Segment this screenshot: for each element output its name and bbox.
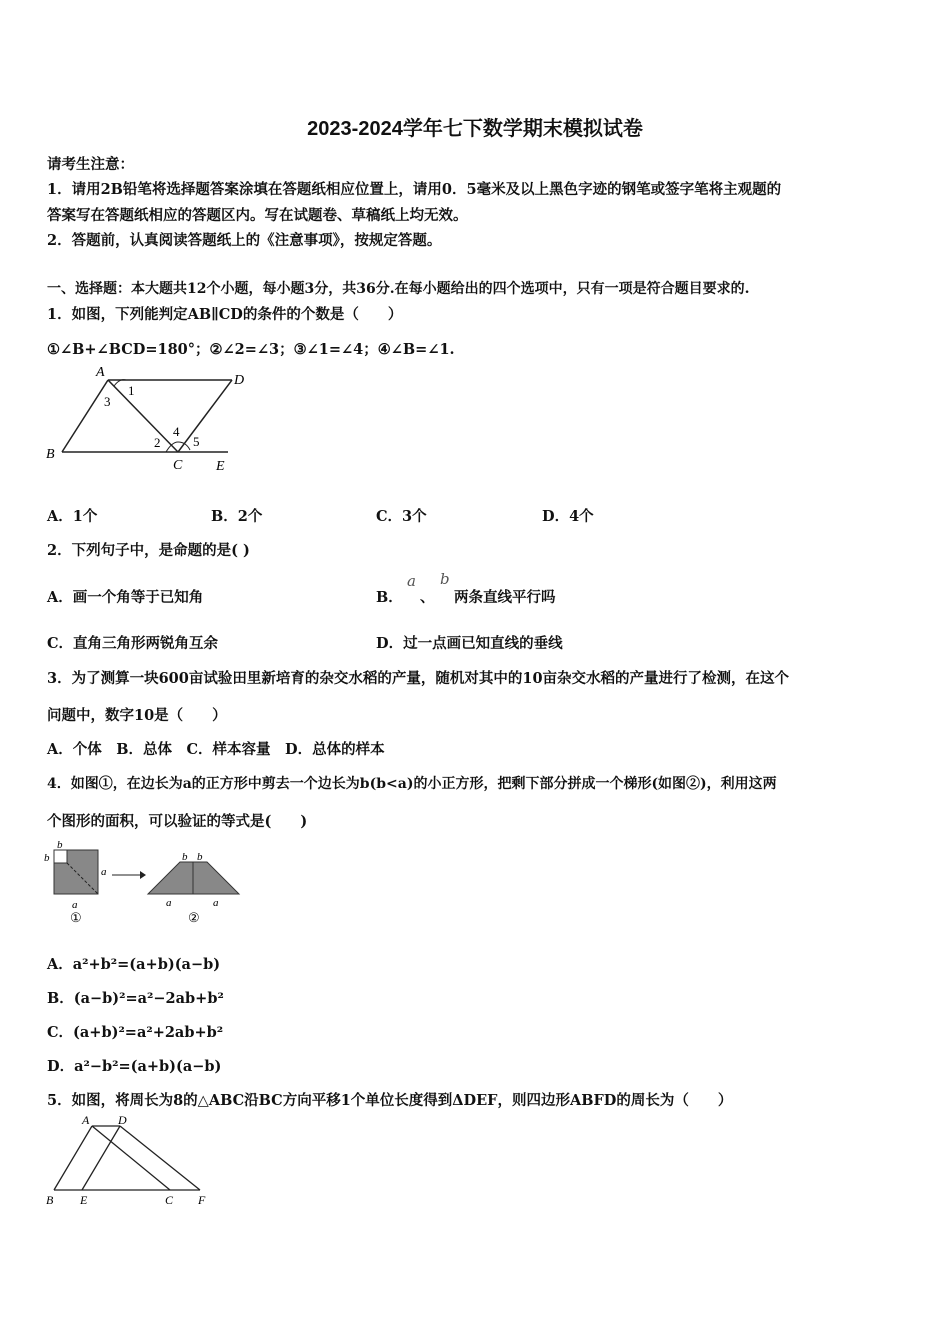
q1-figure bbox=[40, 362, 260, 477]
q4-line-2: 个图形的面积，可以验证的等式是( ) bbox=[47, 813, 308, 830]
q3-line-1: 3．为了测算一块600亩试验田里新培育的杂交水稻的产量，随机对其中的10亩杂交水稻的产量进行了检测，在这个 bbox=[47, 670, 790, 687]
notice-line-2: 2．答题前，认真阅读答题纸上的《注意事项》，按规定答题。 bbox=[47, 232, 442, 249]
q2-option-a: A．画一个角等于已知角 bbox=[47, 589, 204, 606]
q1-option-c: C．3个 bbox=[376, 508, 427, 525]
fig1-caption: ① bbox=[70, 910, 82, 925]
section-heading: 一、选择题：本大题共12个小题，每小题3分，共36分.在每小题给出的四个选项中，只有一项是符合题目要求的. bbox=[47, 281, 750, 297]
angle-4: 4 bbox=[173, 424, 180, 439]
q1-option-d: D．4个 bbox=[542, 508, 594, 525]
angle-5: 5 bbox=[193, 434, 200, 449]
angle-1: 1 bbox=[128, 383, 135, 398]
q1-option-a: A．1个 bbox=[47, 508, 98, 525]
label-C: C bbox=[173, 458, 183, 473]
q2-stem: 2．下列句子中，是命题的是( ) bbox=[47, 542, 250, 559]
q4-option-d: D．a²−b²=(a+b)(a−b) bbox=[47, 1058, 222, 1075]
fig1-label-a-bottom: a bbox=[72, 899, 78, 911]
page-title: 2023-2024学年七下数学期末模拟试卷 bbox=[307, 118, 643, 140]
fig1-label-b-top: b bbox=[57, 839, 63, 851]
notice-line-1b: 答案写在答题纸相应的答题区内。写在试题卷、草稿纸上均无效。 bbox=[47, 207, 468, 224]
angle-2: 2 bbox=[154, 435, 161, 450]
fig2-caption: ② bbox=[188, 910, 200, 925]
q4-figure bbox=[40, 838, 250, 928]
arrow-icon bbox=[140, 871, 146, 879]
fig1-label-b-left: b bbox=[44, 852, 50, 864]
q4-option-a: A．a²+b²=(a+b)(a−b) bbox=[47, 956, 221, 973]
label-D: D bbox=[234, 373, 245, 388]
label-A: A bbox=[96, 365, 105, 380]
angle-3: 3 bbox=[104, 394, 111, 409]
q4-option-b: B．(a−b)²=a²−2ab+b² bbox=[47, 990, 224, 1007]
label-E: E bbox=[216, 459, 225, 474]
q2-option-d: D．过一点画已知直线的垂线 bbox=[376, 635, 563, 652]
q5-figure bbox=[40, 1112, 230, 1212]
q2-option-b-prefix: B． bbox=[376, 589, 403, 606]
q5-label-E: E bbox=[80, 1193, 88, 1207]
q5-label-A: A bbox=[82, 1113, 90, 1127]
q5-label-F: F bbox=[198, 1193, 206, 1207]
q3-options: A．个体 B．总体 C．样本容量 D．总体的样本 bbox=[47, 741, 385, 758]
q4-line-1: 4．如图①，在边长为a的正方形中剪去一个边长为b(b<a)的小正方形，把剩下部分拼成一个梯形(如图②)，利用这两 bbox=[47, 776, 777, 792]
q2-option-b-b: b bbox=[440, 570, 450, 588]
fig2-label-b-1: b bbox=[182, 851, 188, 863]
q2-option-b-suffix: 两条直线平行吗 bbox=[454, 589, 556, 606]
q2-option-c: C．直角三角形两锐角互余 bbox=[47, 635, 219, 652]
fig2-label-a-2: a bbox=[213, 897, 219, 909]
q1-option-b: B．2个 bbox=[211, 508, 263, 525]
q5-label-C: C bbox=[165, 1193, 174, 1207]
q5-label-D: D bbox=[118, 1113, 127, 1127]
notice-line-1a: 1．请用2B铅笔将选择题答案涂填在答题纸相应位置上，请用0．5毫米及以上黑色字迹的钢笔或签字笔将主观题的 bbox=[47, 181, 782, 198]
q2-option-b-a: a bbox=[407, 572, 416, 590]
label-B: B bbox=[46, 447, 55, 462]
notice-heading: 请考生注意： bbox=[47, 156, 134, 173]
fig2-label-a-1: a bbox=[166, 897, 172, 909]
q3-line-2: 问题中，数字10是（ ） bbox=[47, 707, 227, 724]
q5-label-B: B bbox=[46, 1193, 54, 1207]
q1-stem: 1．如图，下列能判定AB∥CD的条件的个数是（ ） bbox=[47, 306, 403, 323]
q2-option-b-sep: 、 bbox=[420, 589, 435, 606]
q4-option-c: C．(a+b)²=a²+2ab+b² bbox=[47, 1024, 224, 1041]
fig2-label-b-2: b bbox=[197, 851, 203, 863]
q5-stem: 5．如图，将周长为8的△ABC沿BC方向平移1个单位长度得到ΔDEF，则四边形ABFD的周长为（ ） bbox=[47, 1092, 733, 1109]
q1-conditions: ①∠B+∠BCD=180°；②∠2=∠3；③∠1=∠4；④∠B=∠1. bbox=[47, 341, 455, 358]
fig1-label-a-right: a bbox=[101, 866, 107, 878]
